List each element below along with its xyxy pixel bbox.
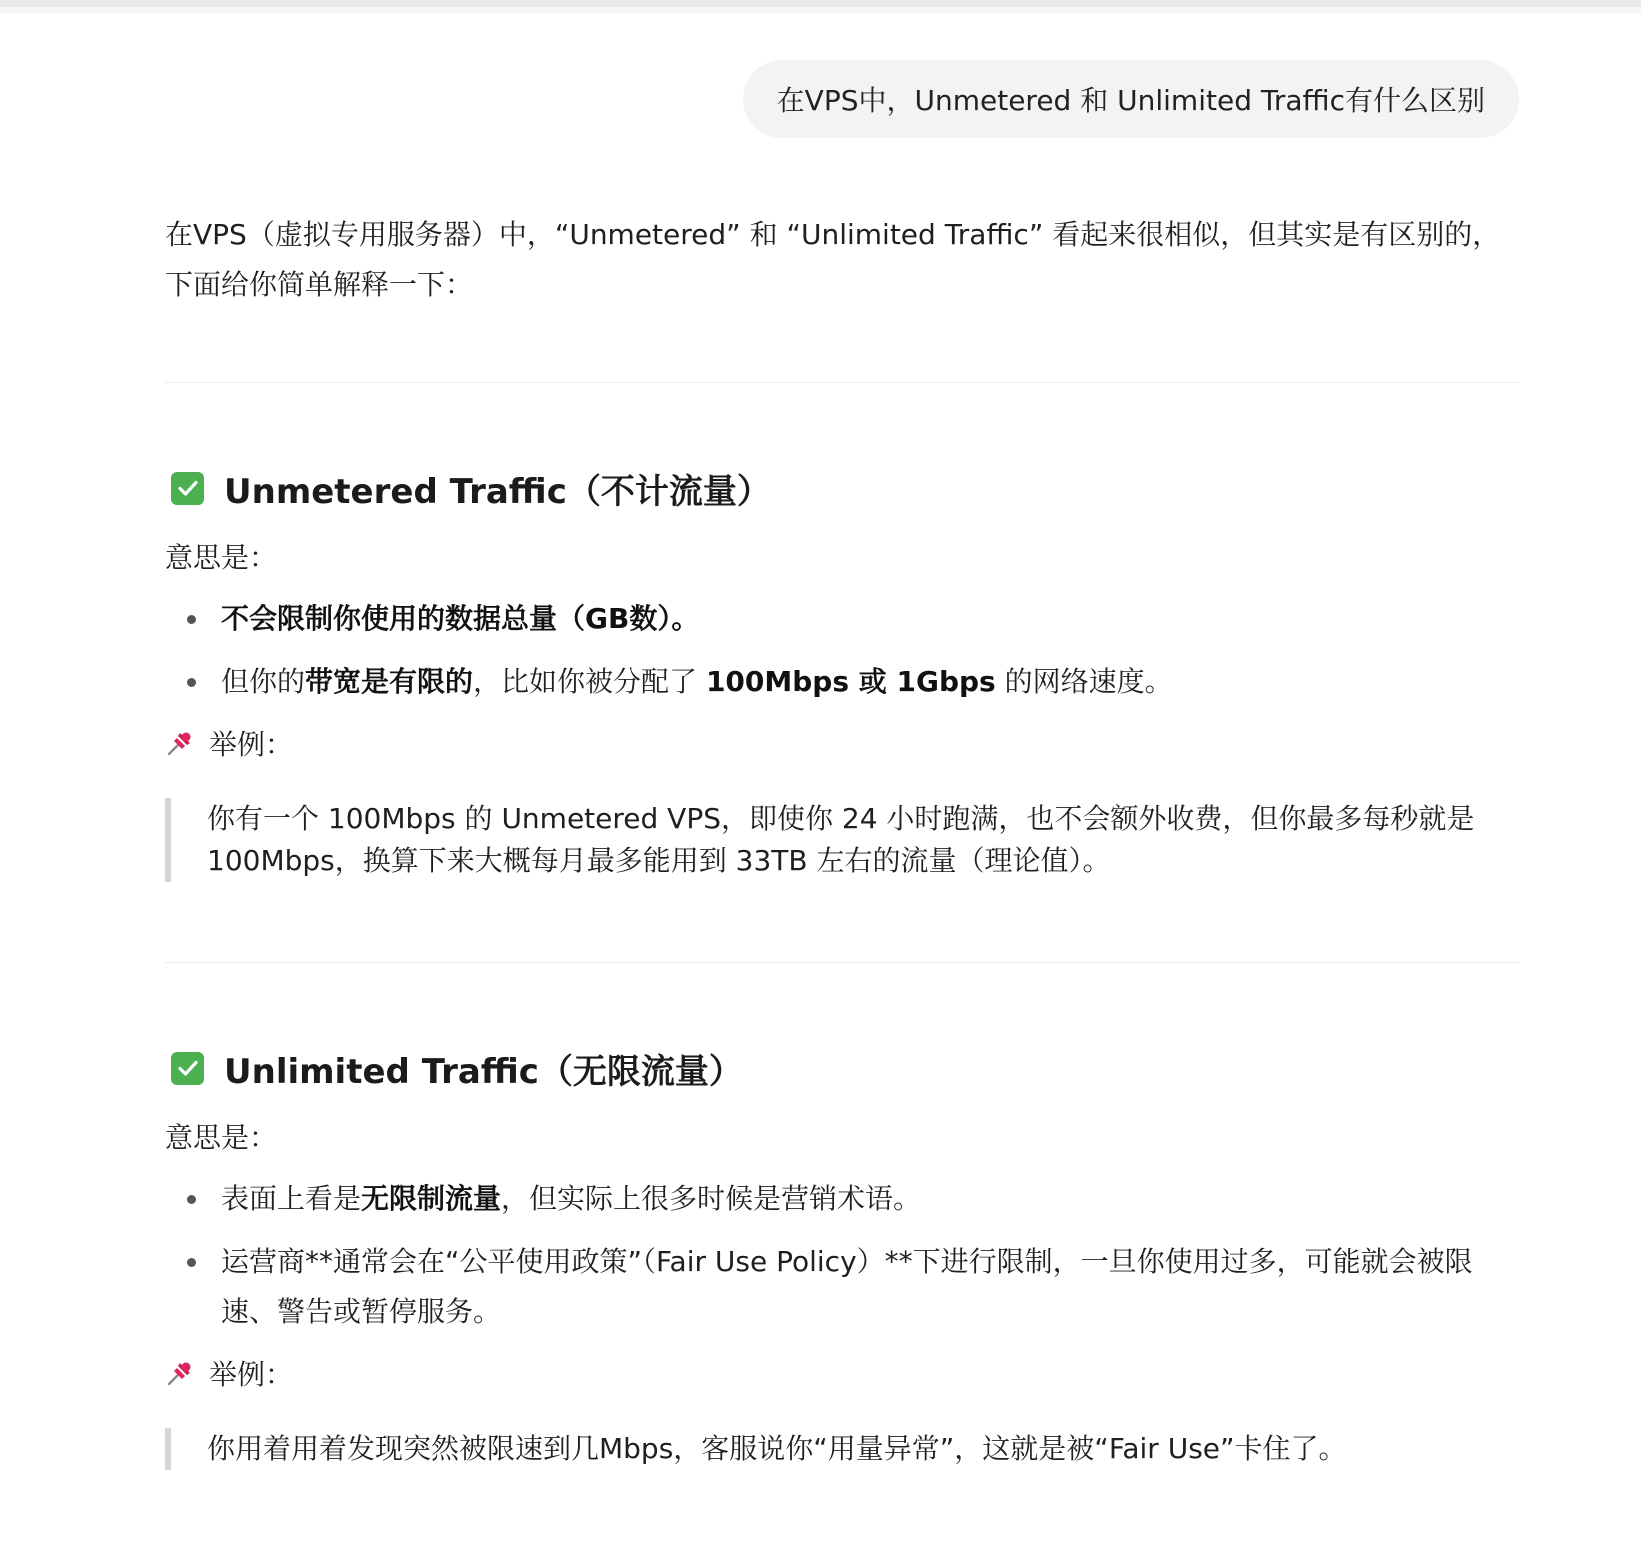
example-blockquote: 你有一个 100Mbps 的 Unmetered VPS，即使你 24 小时跑满，也不会额外收费，但你最多每秒就是 100Mbps，换算下来大概每月最多能用到 33TB 左右的流量（理论值）。 xyxy=(165,798,1520,882)
example-label: 举例： xyxy=(209,1358,294,1391)
text-run: 表面上看是 xyxy=(221,1182,362,1215)
section-title: Unmetered Traffic（不计流量） xyxy=(224,471,771,512)
bold-text: 带宽是有限的 xyxy=(305,665,474,698)
section-divider xyxy=(165,962,1520,963)
text-run: 但你的 xyxy=(221,665,306,698)
check-mark-icon xyxy=(171,472,204,505)
intro-paragraph: 在VPS（虚拟专用服务器）中，“Unmetered” 和 “Unlimited Traffic” 看起来很相似，但其实是有区别的，下面给你简单解释一下： xyxy=(165,218,1501,301)
list-item xyxy=(165,1174,1520,1224)
section-title: Unlimited Traffic（无限流量） xyxy=(224,1051,743,1092)
top-window-strip xyxy=(0,0,1641,7)
pushpin-icon xyxy=(165,728,195,758)
list-item xyxy=(165,657,1520,707)
list-item xyxy=(165,1237,1520,1337)
meaning-label: 意思是： xyxy=(165,1121,278,1154)
bullet-list xyxy=(165,594,1520,707)
assistant-response xyxy=(165,210,1520,1470)
example-blockquote: 你用着用着发现突然被限速到几Mbps，客服说你“用量异常”，这就是被“Fair Use”卡住了。 xyxy=(165,1428,1520,1470)
pushpin-icon xyxy=(165,1358,195,1388)
section-divider xyxy=(165,382,1520,383)
list-item xyxy=(165,594,1520,644)
bold-text: 不会限制你使用的数据总量（GB数） xyxy=(221,602,672,635)
section-heading-unmetered xyxy=(165,466,1520,510)
example-label: 举例： xyxy=(209,728,294,761)
meaning-label: 意思是： xyxy=(165,541,278,574)
bold-text: 100Mbps 或 1Gbps xyxy=(705,665,996,698)
bold-text: 。 xyxy=(671,602,700,635)
bold-text: 无限制流量 xyxy=(361,1182,502,1215)
text-run: 运营商**通常会在“公平使用政策”（Fair Use Policy）**下进行限制，一旦你使用过多，可能就会被限速、警告或暂停服务。 xyxy=(221,1245,1473,1328)
text-run: 的网络速度。 xyxy=(995,665,1173,698)
check-mark-icon xyxy=(171,1052,204,1085)
section-heading-unlimited xyxy=(165,1046,1520,1090)
user-message-text: 在VPS中，Unmetered 和 Unlimited Traffic有什么区别 xyxy=(776,84,1485,117)
top-strip-shadow xyxy=(0,7,1641,13)
text-run: ，但实际上很多时候是营销术语。 xyxy=(501,1182,922,1215)
example-heading xyxy=(165,1350,1520,1396)
text-run: ，比如你被分配了 xyxy=(473,665,706,698)
bullet-list xyxy=(165,1174,1520,1337)
example-heading xyxy=(165,720,1520,766)
user-message-bubble xyxy=(743,60,1519,138)
